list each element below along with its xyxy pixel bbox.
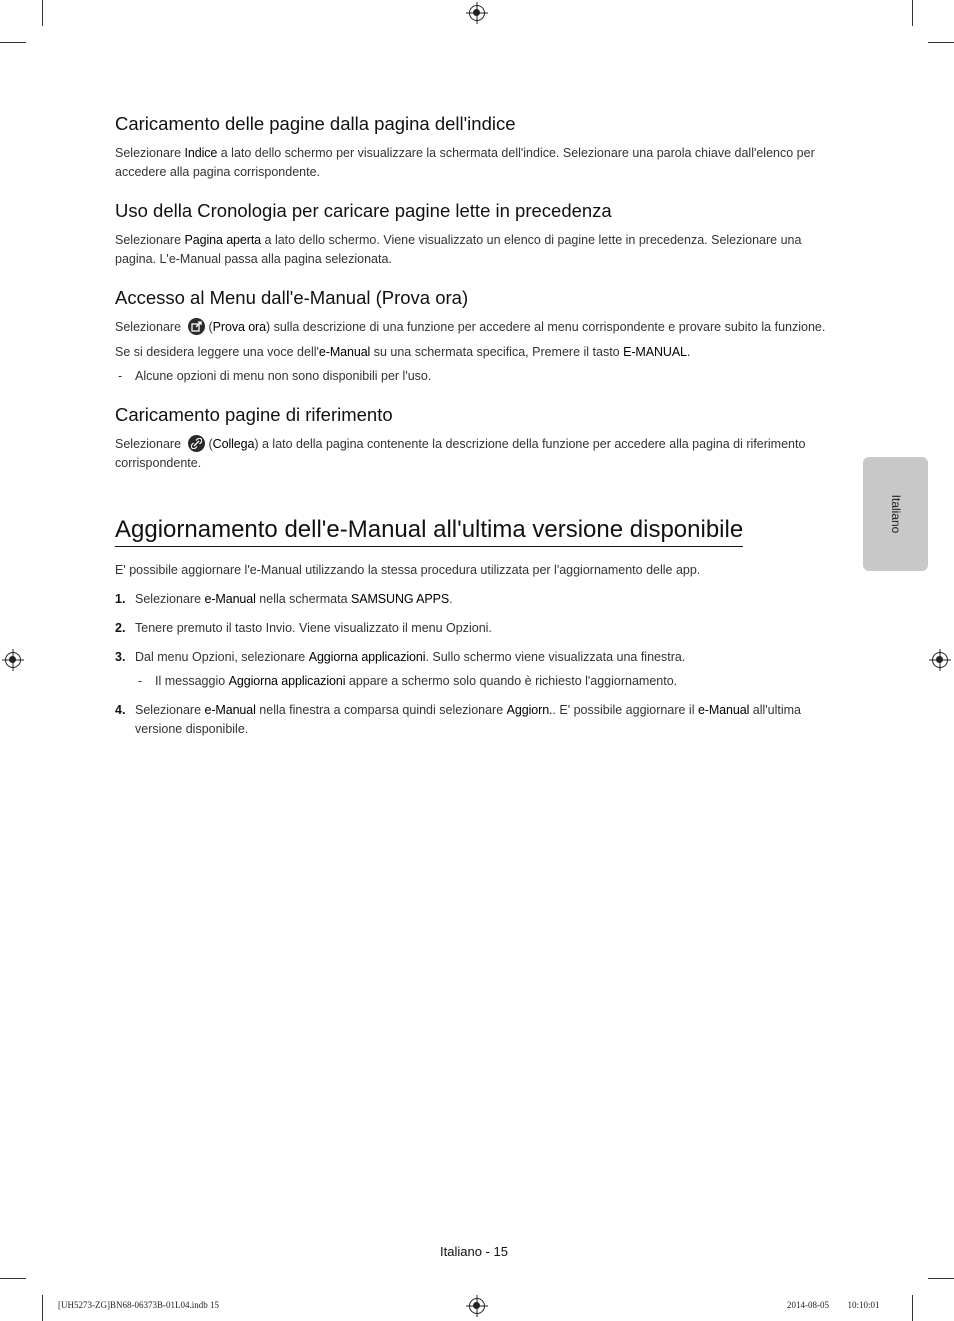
- section-text: Selezionare (Prova ora) sulla descrizione di una funzione per accedere al menu corrispondente e provare subito la funzione.: [115, 320, 826, 335]
- steps-list: [115, 590, 845, 739]
- crop-mark: [912, 1295, 913, 1321]
- section-index: [115, 112, 845, 182]
- registration-mark-icon: [932, 652, 948, 668]
- main-title: Aggiornamento dell'e-Manual all'ultima versione disponibile: [115, 516, 743, 547]
- crop-mark: [928, 42, 954, 43]
- sub-note: - Il messaggio Aggiorna applicazioni appare a schermo solo quando è richiesto l'aggiornamento.: [138, 673, 678, 688]
- list-item: 3. Dal menu Opzioni, selezionare Aggiorna applicazioni. Sullo schermo viene visualizzata una finestra. - Il messaggio Aggiorna applicazioni appare a schermo solo quando è richiesto l'aggiornamento.: [115, 648, 845, 691]
- section-history: [115, 199, 845, 269]
- crop-mark: [912, 0, 913, 26]
- section-text: Selezionare Pagina aperta a lato dello schermo. Viene visualizzato un elenco di pagine lette in precedenza. Selezionare una pagina. L'e-Manual passa alla pagina selezionata.: [115, 233, 802, 267]
- registration-mark-icon: [469, 5, 485, 21]
- file-info: [UH5273-ZG]BN68-06373B-01L04.indb 15: [58, 1300, 219, 1310]
- section-text: Se si desidera leggere una voce dell'e-Manual su una schermata specifica, Premere il tasto E-MANUAL.: [115, 345, 691, 360]
- registration-mark-icon: [469, 1298, 485, 1314]
- registration-mark-icon: [5, 652, 21, 668]
- try-now-icon[interactable]: [188, 318, 205, 335]
- section-title: Uso della Cronologia per caricare pagine lette in precedenza: [115, 200, 612, 222]
- list-item: 2. Tenere premuto il tasto Invio. Viene visualizzato il menu Opzioni.: [115, 620, 492, 635]
- section-text: Selezionare (Collega) a lato della pagina contenente la descrizione della funzione per accedere alla pagina di riferimento corrispondente.: [115, 437, 806, 471]
- note: - Alcune opzioni di menu non sono disponibili per l'uso.: [118, 369, 432, 384]
- crop-mark: [42, 1295, 43, 1321]
- list-item: 1. Selezionare e-Manual nella schermata SAMSUNG APPS.: [115, 591, 453, 606]
- section-try-now: [115, 286, 845, 386]
- crop-mark: [42, 0, 43, 26]
- list-item: 4. Selezionare e-Manual nella finestra a comparsa quindi selezionare Aggiorn.. E' possibile aggiornare il e-Manual all'ultima versione disponibile.: [115, 702, 801, 736]
- main-intro: E' possibile aggiornare l'e-Manual utilizzando la stessa procedura utilizzata per l'aggiornamento delle app.: [115, 562, 701, 577]
- crop-mark: [0, 42, 26, 43]
- page-number: Italiano - 15: [440, 1244, 508, 1259]
- link-icon[interactable]: [188, 435, 205, 452]
- page-content: [115, 112, 845, 749]
- section-title: Accesso al Menu dall'e-Manual (Prova ora): [115, 287, 469, 309]
- section-text: Selezionare Indice a lato dello schermo per visualizzare la schermata dell'indice. Selezionare una parola chiave dall'elenco per accedere alla pagina corrispondente.: [115, 146, 815, 180]
- crop-mark: [928, 1278, 954, 1279]
- language-tab: Italiano: [863, 457, 928, 571]
- section-reference: [115, 403, 845, 473]
- crop-mark: [0, 1278, 26, 1279]
- print-date: 2014-08-05 ￿￿ 10:10:01: [787, 1300, 880, 1310]
- section-title: Caricamento pagine di riferimento: [115, 404, 393, 426]
- section-title: Caricamento delle pagine dalla pagina dell'indice: [115, 113, 516, 134]
